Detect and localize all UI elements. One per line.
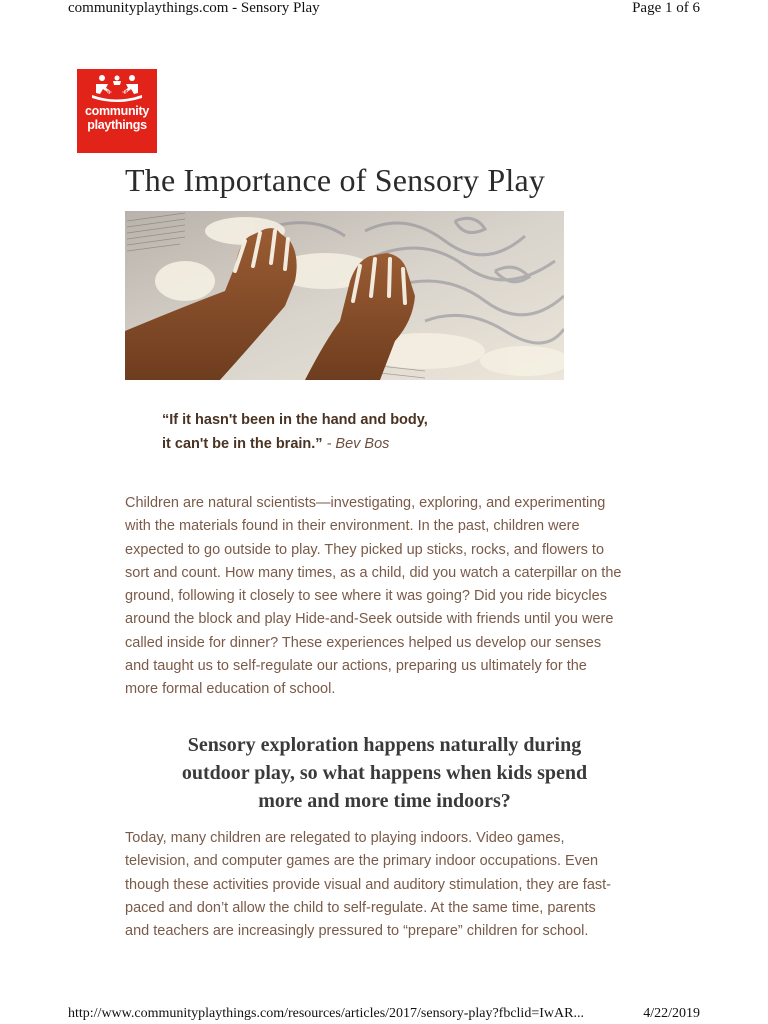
paragraph-line: with the materials found in their environment. In the past, children were bbox=[125, 518, 580, 535]
paragraph-line: and teachers are increasingly pressured to “prepare” children for school. bbox=[125, 923, 589, 940]
section-subheading bbox=[125, 731, 644, 815]
community-playthings-logo[interactable] bbox=[77, 69, 157, 153]
indoor-play-paragraph bbox=[125, 827, 645, 943]
paragraph-line: expected to go outside to play. They picked up sticks, rocks, and flowers to bbox=[125, 541, 605, 558]
logo-mark-icon bbox=[86, 74, 148, 102]
paragraph-line: more formal education of school. bbox=[125, 681, 336, 698]
subheading-line: Sensory exploration happens naturally during bbox=[187, 734, 582, 756]
print-footer-date: 4/22/2019 bbox=[643, 1006, 700, 1021]
paragraph-line: Today, many children are relegated to playing indoors. Video games, bbox=[125, 830, 565, 846]
quote-line-2-wrapper bbox=[162, 432, 428, 456]
hero-image-hands-in-shaving-cream bbox=[125, 211, 564, 380]
logo-wordmark bbox=[77, 104, 157, 132]
svg-text:community: community bbox=[103, 89, 131, 96]
subheading-line: outdoor play, so what happens when kids spend bbox=[181, 762, 588, 784]
paragraph-line: Children are natural scientists—investigating, exploring, and experimenting bbox=[125, 495, 606, 511]
paragraph-line: ground, following it closely to see where it was going? Did you ride bicycles bbox=[125, 588, 607, 605]
print-footer-url[interactable]: http://www.communityplaythings.com/resources/articles/2017/sensory-play?fbclid=IwAR... bbox=[68, 1006, 584, 1021]
paragraph-line: around the block and play Hide-and-Seek outside with friends until you were bbox=[125, 611, 614, 628]
paragraph-line: though these activities provide visual and auditory stimulation, they are fast- bbox=[125, 876, 612, 893]
intro-paragraph bbox=[125, 492, 645, 702]
pull-quote bbox=[162, 408, 428, 456]
paragraph-line: and taught us to self-regulate our actions, preparing us ultimately for the bbox=[125, 658, 587, 675]
logo-line-playthings: playthings bbox=[87, 118, 147, 132]
paragraph-line: sort and count. How many times, as a child, did you watch a caterpillar on the bbox=[125, 564, 622, 581]
sensory-play-photo bbox=[125, 211, 564, 380]
paragraph-line: television, and computer games are the primary indoor occupations. Even bbox=[125, 853, 599, 870]
article-title: The Importance of Sensory Play bbox=[125, 162, 546, 198]
logo-line-community: community bbox=[85, 104, 149, 118]
quote-line-1: “If it hasn't been in the hand and body, bbox=[162, 412, 428, 428]
print-header-title: communityplaythings.com - Sensory Play bbox=[68, 0, 320, 16]
paragraph-line: paced and don’t allow the child to self-regulate. At the same time, parents bbox=[125, 899, 596, 916]
quote-attribution: - Bev Bos bbox=[326, 436, 390, 452]
paragraph-line: called inside for dinner? These experiences helped us develop our senses bbox=[125, 634, 602, 651]
print-header-page-number: Page 1 of 6 bbox=[632, 0, 700, 16]
subheading-line: more and more time indoors? bbox=[258, 790, 511, 812]
quote-line-2: it can't be in the brain.” bbox=[162, 436, 323, 452]
